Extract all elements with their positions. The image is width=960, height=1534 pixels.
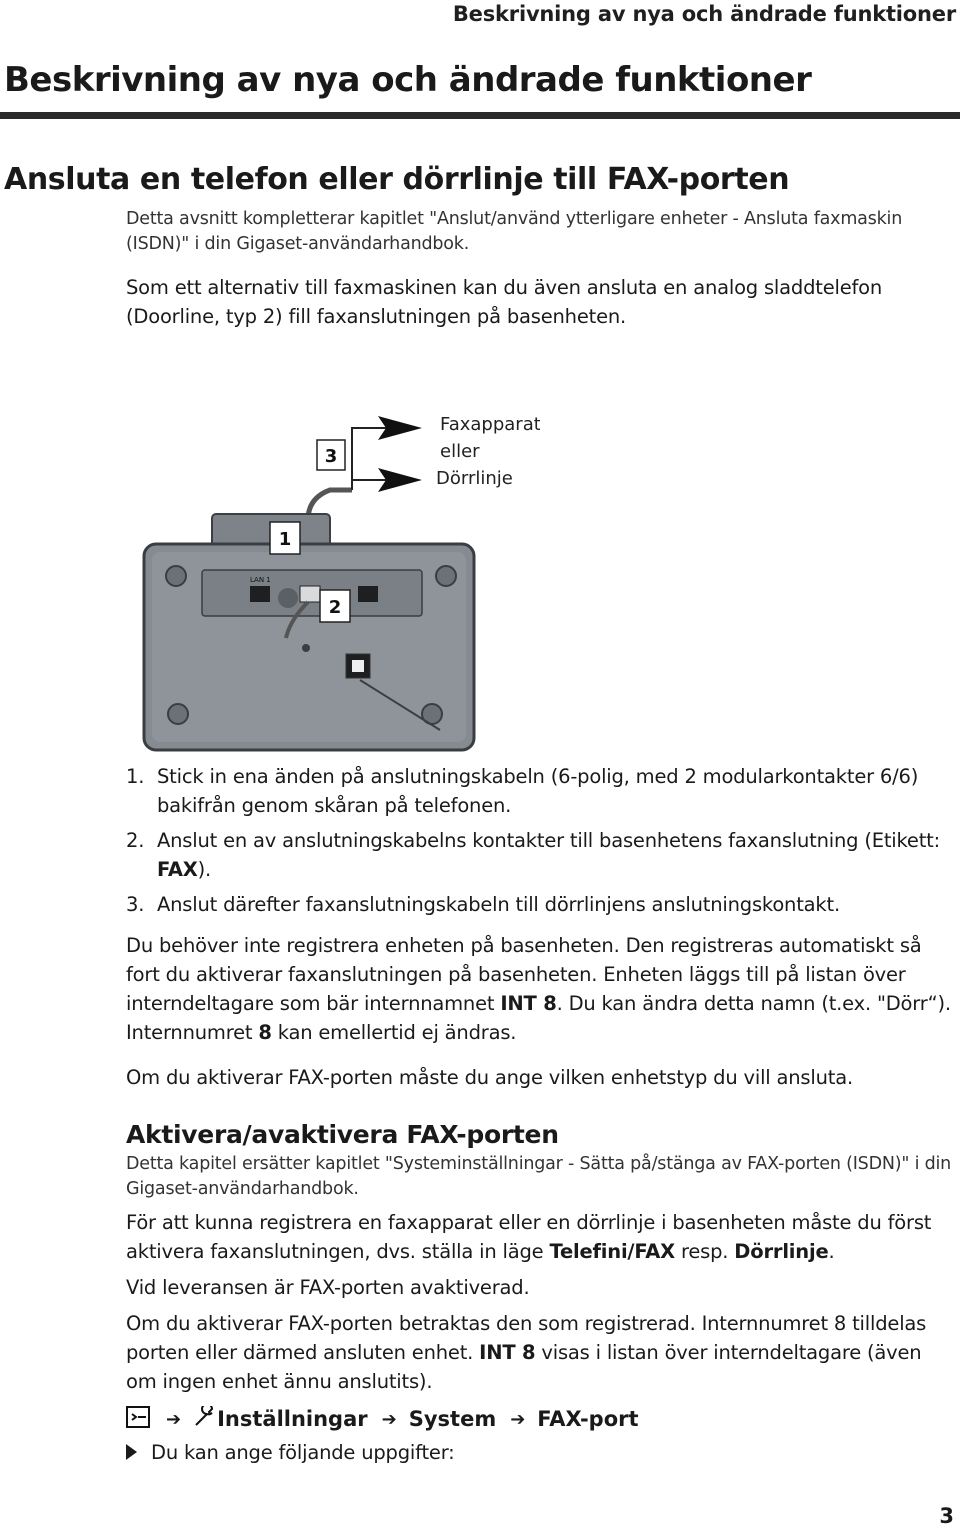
text-bold: INT 8: [479, 1341, 536, 1364]
step-number: 3.: [126, 893, 145, 916]
menu-path: [126, 1404, 639, 1434]
text-run: För att kunna registrera en faxapparat eller en dörrlinje i basenheten måste du först aktivera faxanslutningen, dvs. ställa in läge: [126, 1211, 932, 1263]
subsection-heading: Aktivera/avaktivera FAX-porten: [126, 1120, 559, 1149]
paragraph: [126, 931, 956, 1047]
text-bold: Telefini/FAX: [549, 1240, 675, 1263]
step-number: 2.: [126, 829, 145, 852]
text-bold: Dörrlinje: [734, 1240, 829, 1263]
port-label-lan: LAN 1: [250, 576, 271, 584]
paragraph: [126, 1208, 956, 1266]
base-station-diagram: [140, 410, 540, 755]
section-heading: Ansluta en telefon eller dörrlinje till FAX-porten: [4, 162, 790, 197]
text-run: Du behöver inte registrera enheten på basenheten. Den registreras automatiskt så fort du aktiverar faxanslutningen på basenheten. Enheten läggs till på listan över interndeltagare som bär internnamnet: [126, 934, 922, 1015]
paragraph: Vid leveransen är FAX-porten avaktiverad.: [126, 1276, 530, 1299]
chapter-title: Beskrivning av nya och ändrade funktioner: [4, 60, 812, 100]
paragraph: Om du aktiverar FAX-porten måste du ange vilken enhetstyp du vill ansluta.: [126, 1066, 853, 1089]
step-text: Anslut därefter faxanslutningskabeln till dörrlinjens anslutningskontakt.: [157, 893, 840, 916]
menu-item-fax-port: FAX-port: [537, 1407, 639, 1431]
menu-item-installningar: Inställningar: [217, 1407, 368, 1431]
paragraph: Som ett alternativ till faxmaskinen kan du även ansluta en analog sladdtelefon (Doorline, typ 2) fill faxanslutningen på basenheten.: [126, 276, 883, 328]
action-text: Du kan ange följande uppgifter:: [151, 1441, 455, 1464]
section-intro: Detta kapitel ersätter kapitlet "Systeminställningar - Sätta på/stänga av FAX-porten (ISDN)" i din Gigaset-användarhandbok.: [126, 1154, 952, 1199]
label-faxapparat: Faxapparat: [440, 414, 540, 435]
section-intro: Detta avsnitt kompletterar kapitlet "Anslut/använd ytterligare enheter - Ansluta faxmaskin (ISDN)" i din Gigaset-användarhandbok.: [126, 209, 903, 254]
arrow-icon: ➔: [510, 1408, 526, 1430]
list-item: [126, 762, 956, 820]
text-run: visas i listan över interndeltagare (även om ingen enhet ännu anslutits).: [126, 1341, 922, 1393]
steps-list: [126, 762, 956, 925]
label-dorrlinje: Dörrlinje: [436, 468, 513, 489]
page-number: 3: [939, 1504, 954, 1528]
step-number: 1.: [126, 765, 145, 788]
step-text: Stick in ena änden på anslutningskabeln (6-polig, med 2 modularkontakter 6/6) bakifrån genom skåran på telefonen.: [157, 765, 919, 817]
callout-1: 1: [278, 529, 292, 550]
arrow-icon: ➔: [381, 1408, 397, 1430]
text-run: resp.: [674, 1240, 735, 1263]
action-line: [126, 1438, 455, 1467]
paragraph: [126, 1309, 956, 1396]
text-run: kan emellertid ej ändras.: [271, 1021, 517, 1044]
step-text-bold: FAX: [157, 858, 198, 881]
step-text: Anslut en av anslutningskabelns kontakter till basenhetens faxanslutning (Etikett:: [157, 829, 940, 852]
callout-3: 3: [324, 446, 338, 467]
wrench-icon: [193, 1406, 215, 1433]
step-text: ).: [197, 858, 212, 881]
text-bold: 8: [258, 1021, 272, 1044]
text-bold: INT 8: [500, 992, 557, 1015]
list-item: [126, 890, 956, 919]
arrow-icon: ➔: [166, 1408, 182, 1430]
text-run: Om du aktiverar FAX-porten betraktas den som registrerad. Internnumret 8 tilldelas porten eller därmed ansluten enhet.: [126, 1312, 927, 1364]
text-run: .: [828, 1240, 835, 1263]
running-head: Beskrivning av nya och ändrade funktioner: [452, 2, 956, 26]
label-eller: eller: [440, 441, 480, 462]
title-rule: [0, 112, 960, 119]
text-run: . Du kan ändra detta namn (t.ex. "Dörr“). Internnumret: [126, 992, 951, 1044]
menu-item-system: System: [408, 1407, 497, 1431]
list-item: [126, 826, 956, 884]
menu-icon: [126, 1406, 152, 1433]
triangle-bullet-icon: [126, 1444, 137, 1460]
callout-2: 2: [328, 597, 342, 618]
